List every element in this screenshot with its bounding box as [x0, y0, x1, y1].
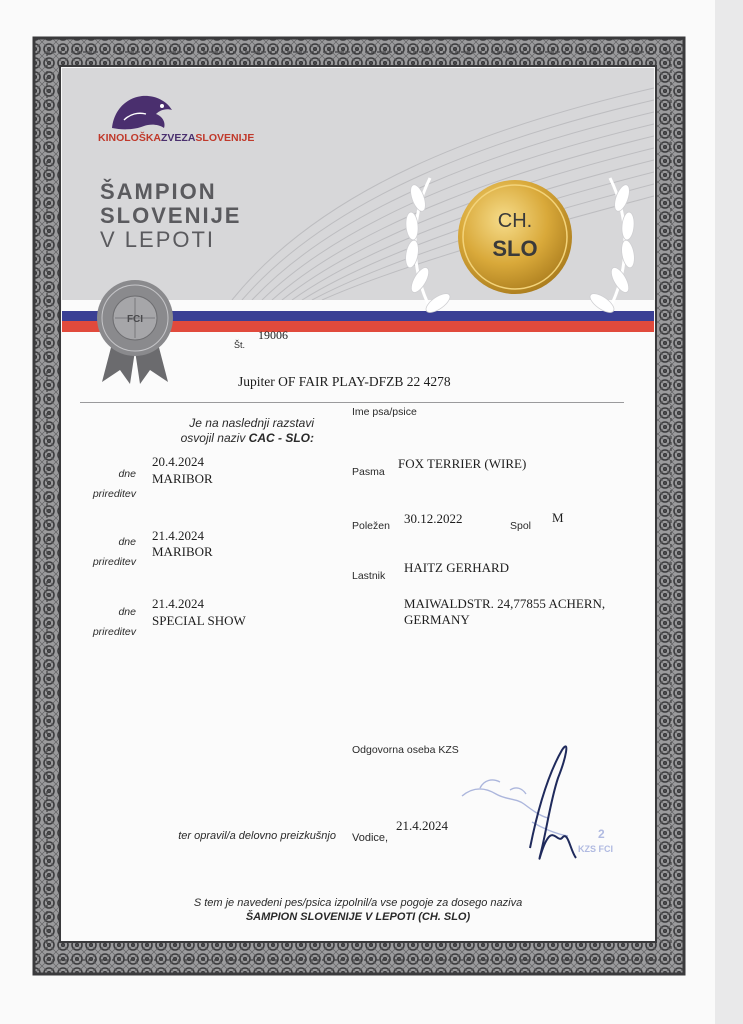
show-3-date: 21.4.2024 [152, 596, 204, 611]
number-label: Št. [234, 340, 246, 350]
fci-seal [92, 278, 178, 386]
dog-name-label: Ime psa/psice [352, 406, 417, 418]
show-3-dne-label: dne [118, 606, 136, 618]
sex-label: Spol [510, 520, 532, 532]
medal-line-1: CH. [497, 210, 533, 232]
show-1-date: 20.4.2024 [152, 454, 204, 469]
scan-margin [715, 0, 743, 1024]
work-trial-label: ter opravil/a delovno preizkušnjo [178, 830, 336, 842]
place-date: 21.4.2024 [396, 818, 448, 833]
born-label: Poležen [352, 520, 390, 532]
stamp-and-signature [450, 738, 620, 888]
intro-line-2-prefix: osvojil naziv [180, 431, 246, 445]
organization-name: KINOLOŠKAZVEZASLOVENIJE [98, 132, 255, 144]
responsible-person-label: Odgovorna oseba KZS [352, 744, 459, 756]
divider-line [80, 402, 624, 403]
intro-cac-title: CAC - SLO: [248, 431, 314, 445]
footer-line-1: S tem je navedeni pes/psica izpolnil/a vse pogoje za dosego naziva [193, 897, 523, 909]
show-3-prireditev-label: prireditev [92, 626, 136, 638]
show-2-prireditev-label: prireditev [92, 556, 136, 568]
number-value: 19006 [258, 328, 288, 342]
intro-text [124, 416, 314, 446]
svg-text:KZS FCI: KZS FCI [578, 844, 613, 854]
title-line-1: ŠAMPION [100, 179, 217, 204]
sex-value: M [552, 510, 564, 525]
owner-address-line-2: GERMANY [404, 612, 470, 627]
show-1-dne-label: dne [118, 468, 136, 480]
show-1-event: MARIBOR [152, 471, 213, 486]
owner-name: HAITZ GERHARD [404, 560, 510, 575]
footer-line-2: ŠAMPION SLOVENIJE V LEPOTI (CH. SLO) [245, 911, 471, 923]
intro-line-1: Je na naslednji razstavi [189, 416, 314, 430]
certificate-body [62, 68, 654, 940]
dog-name: Jupiter OF FAIR PLAY-DFZB 22 4278 [238, 374, 451, 389]
medal-line-2: SLO [492, 236, 538, 261]
show-2-date: 21.4.2024 [152, 528, 204, 543]
lion-icon [104, 90, 178, 132]
breed-label: Pasma [352, 466, 385, 478]
place-label: Vodice, [352, 832, 389, 844]
title-line-3: V LEPOTI [100, 227, 216, 252]
show-1-prireditev-label: prireditev [92, 488, 136, 500]
footer-text [62, 896, 654, 924]
svg-text:2: 2 [598, 827, 605, 841]
breed-value: FOX TERRIER (WIRE) [398, 456, 527, 471]
owner-label: Lastnik [352, 570, 386, 582]
certificate-title [100, 180, 241, 252]
born-value: 30.12.2022 [404, 511, 463, 526]
show-3-event: SPECIAL SHOW [152, 613, 246, 628]
show-2-event: MARIBOR [152, 544, 213, 559]
fci-seal-text: FCI [126, 314, 144, 325]
show-2-dne-label: dne [118, 536, 136, 548]
owner-address-line-1: MAIWALDSTR. 24,77855 ACHERN, [404, 596, 606, 611]
title-line-2: SLOVENIJE [100, 203, 242, 228]
